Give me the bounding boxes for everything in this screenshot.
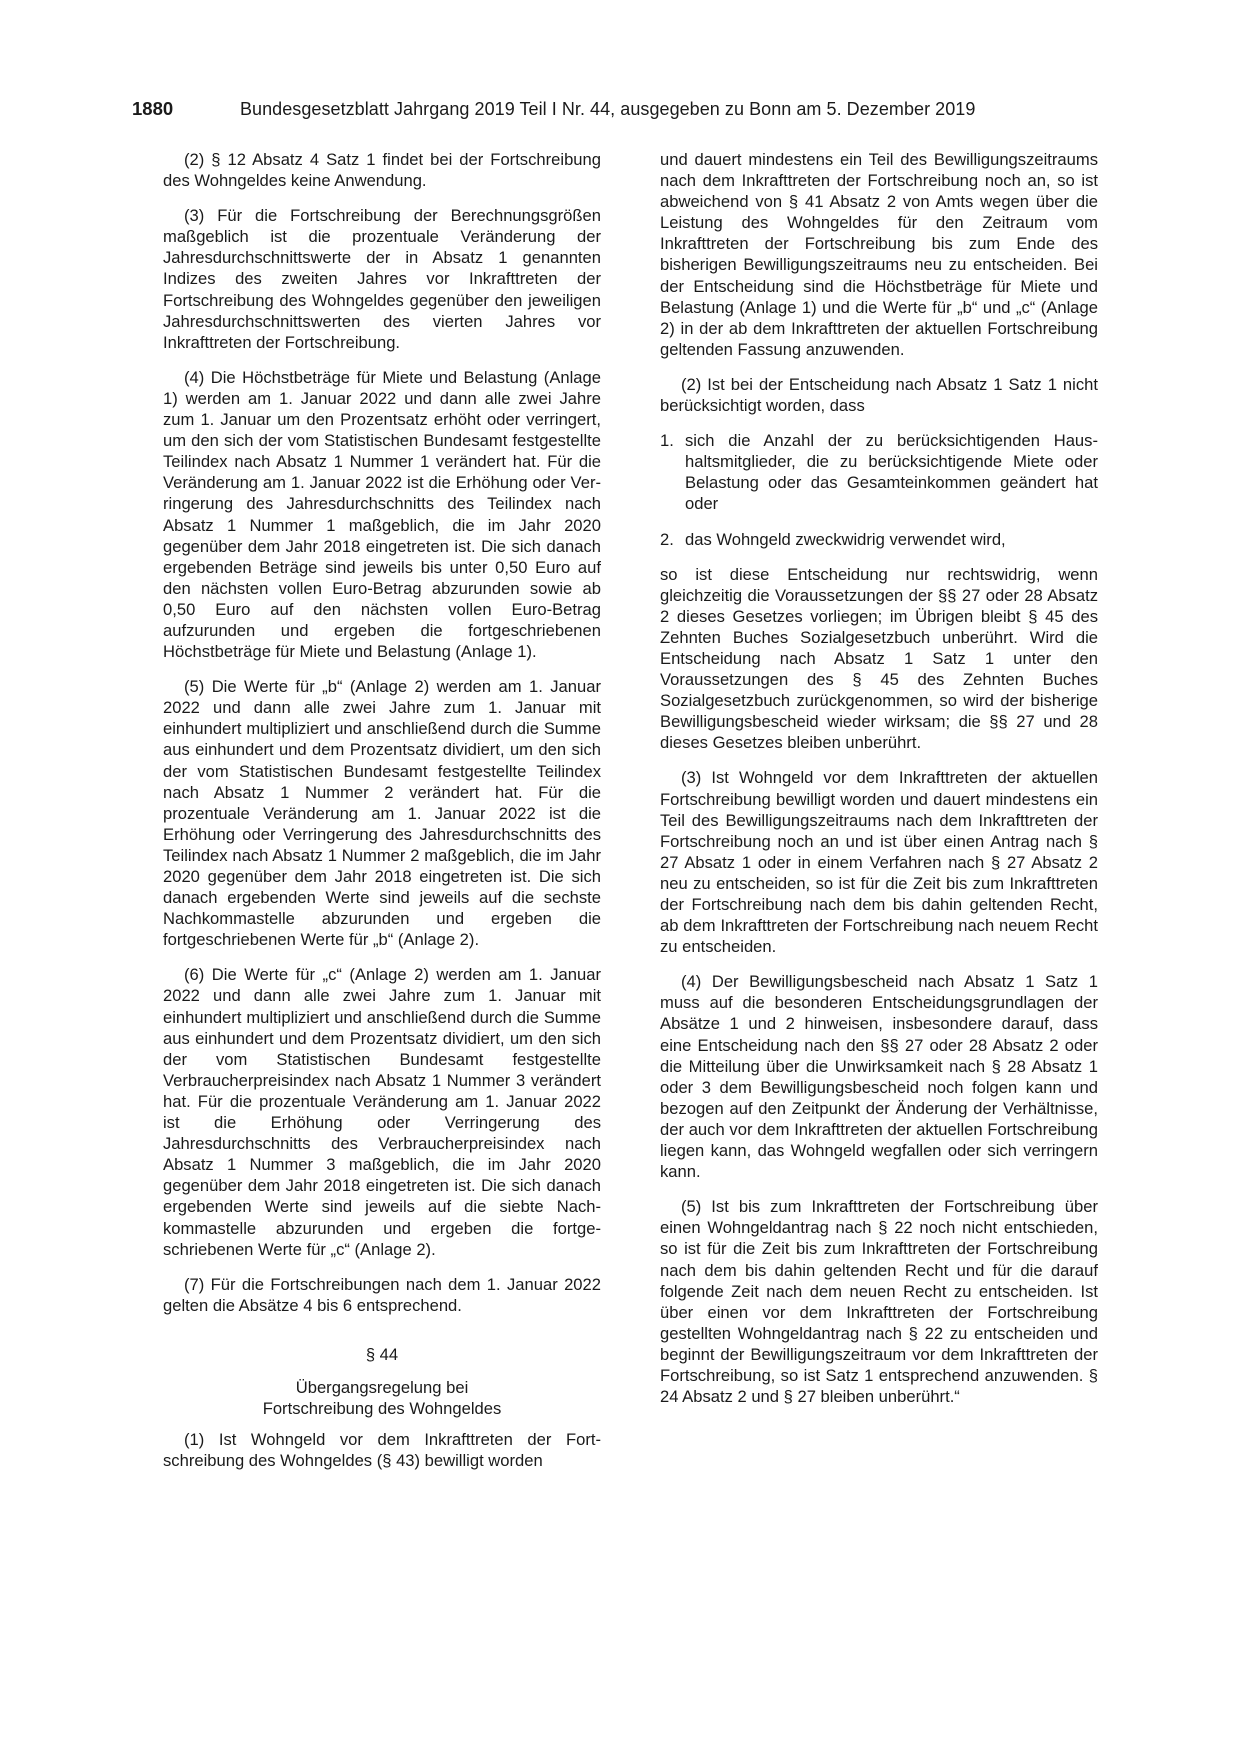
paragraph-43-2: (2) § 12 Absatz 4 Satz 1 findet bei der Fortschreibung des Wohngeldes keine Anwendung. [163, 150, 601, 191]
paragraph-44-2-continued: so ist diese Entscheidung nur rechtswidrig, wenn gleichzeitig die Voraussetzungen der §§ 27 oder 28 Absatz 2 dieses Gesetzes vorliegen; im Übrigen bleibt § 45 des Zehnten Buches Sozialgesetzbuch unberührt. Wird die Entscheidung nach Absatz 1 Satz 1 unter den Voraussetzungen des § 45 des Zehnten Buches Sozialgesetzbuch zurückgenommen, so wird der bisherige Bewilligungsbescheid wieder wirksam; die §§ 27 und 28 dieses Gesetzes bleiben unberührt. [660, 564, 1098, 753]
section-title [163, 1377, 601, 1419]
left-column [163, 149, 601, 1485]
page-header [132, 98, 1112, 128]
paragraph-43-7: (7) Für die Fortschreibungen nach dem 1. Januar 2022 gelten die Absätze 4 bis 6 entsprechend. [163, 1274, 601, 1315]
paragraph-44-1-continued: und dauert mindestens ein Teil des Bewilligungszeitraums nach dem Inkrafttreten der Fortschreibung noch an, so ist abweichend von § 41 Absatz 2 von Amts wegen über die Leistung des Wohngeldes für den Zeitraum vom Inkrafttreten der Fortschreibung bis zum Ende des bisherigen Bewilligungszeitraums neu zu entscheiden. Bei der Entscheidung sind die Höchstbeträge für Miete und Belastung (Anlage 1) und die Werte für „b“ und „c“ (Anlage 2) in der ab dem Inkrafttreten der aktuellen Fortschreibung geltenden Fassung anzuwenden. [660, 150, 1098, 359]
paragraph-44-5: (5) Ist bis zum Inkrafttreten der Fortschreibung über einen Wohngeldantrag nach § 22 noch nicht entschieden, so ist für die Zeit bis zum Inkrafttreten der Fortschreibung nach dem bis dahin geltenden Recht und für die darauf folgende Zeit nach dem neuen Recht zu entscheiden. Ist über einen vor dem Inkrafttreten der Fortschreibung gestellten Wohngeldantrag nach § 22 zu entscheiden und beginnt der Bewilligungszeitraum vor dem Inkrafttreten der Fortschreibung, so ist Satz 1 entsprechend anzuwenden. § 24 Absatz 2 und § 27 bleiben unberührt.“ [660, 1197, 1098, 1407]
section-title-line-1: Übergangsregelung bei [295, 1377, 469, 1397]
paragraph-44-3: (3) Ist Wohngeld vor dem Inkrafttreten der aktuellen Fortschreibung bewilligt worden und dauert mindestens ein Teil des Bewilligungszeitraums nach dem Inkrafttreten der Fortschreibung noch an und ist über einen Antrag nach § 27 Absatz 1 oder in einem Verfahren nach § 27 Absatz 2 neu zu entscheiden, so ist für die Zeit bis zum Inkrafttreten der Fortschreibung nach dem bis dahin geltenden Recht, ab dem Inkrafttreten der Fortschreibung nach neuem Recht zu entscheiden. [660, 768, 1098, 957]
paragraph-44-4: (4) Der Bewilligungsbescheid nach Absatz 1 Satz 1 muss auf die besonderen Entscheidungsgrundlagen der Absätze 1 und 2 hinweisen, insbesondere darauf, dass eine Entscheidung nach den §§ 27 oder 28 Absatz 2 oder die Mitteilung über die Unwirksamkeit nach § 28 Absatz 1 oder 3 dem Bewilligungsbescheid noch folgen kann und bezogen auf den Zeitpunkt der Änderung der Verhältnisse, der auch vor dem Inkrafttreten der aktuellen Fortschreibung liegen kann, das Wohngeld wegfallen oder sich verringern kann. [660, 972, 1098, 1182]
running-title: Bundesgesetzblatt Jahrgang 2019 Teil I Nr. 44, ausgegeben zu Bonn am 5. Dezember 2019 [240, 99, 976, 119]
section-title-line-2: Fortschreibung des Wohngeldes [262, 1399, 502, 1419]
list-item-text: das Wohngeld zweckwidrig verwendet wird, [685, 529, 1006, 549]
list-item-text: sich die Anzahl der zu berücksichtigenden Haushaltsmitglieder, die zu berücksichtigende Miete oder Belastung oder das Gesamteinkommen geändert hat oder [685, 431, 1098, 514]
paragraph-44-1-start: (1) Ist Wohngeld vor dem Inkrafttreten der Fortschreibung des Wohngeldes (§ 43) bewilligt worden [163, 1430, 601, 1471]
list-item [660, 529, 1098, 550]
section-number: § 44 [365, 1344, 399, 1364]
paragraph-43-6: (6) Die Werte für „c“ (Anlage 2) werden am 1. Januar 2022 und dann alle zwei Jahre zum 1. Januar mit einhundert multipliziert und anschließend durch die Summe aus einhundert und dem Prozentsatz dividiert, um den sich der vom Statistischen Bundesamt festgestellte Verbraucherpreisindex nach Absatz 1 Nummer 3 verändert hat. Für die prozentuale Veränderung am 1. Januar 2022 ist die Erhöhung oder Verringerung des Jahresdurchschnitts des Verbraucherpreisindex nach Absatz 1 Nummer 3 maßgeblich, die im Jahr 2020 gegenüber dem Jahr 2018 eingetreten ist. Die sich danach ergebenden Werte sind jeweils auf die siebte Nachkommastelle abzurunden und ergeben die fortgeschriebenen Werte für „c“ (Anlage 2). [163, 965, 601, 1259]
right-column [660, 149, 1098, 1421]
list-item-number: 2. [660, 529, 674, 549]
paragraph-43-4: (4) Die Höchstbeträge für Miete und Belastung (Anlage 1) werden am 1. Januar 2022 und dann alle zwei Jahre zum 1. Januar um den Prozentsatz erhöht oder verringert, um den sich der vom Statistischen Bundesamt festgestellte Teilindex nach Absatz 1 Nummer 1 verändert hat. Für die Veränderung am 1. Januar 2022 ist die Erhöhung oder Verringerung des Jahresdurchschnitts des Teilindex nach Absatz 1 Nummer 1 maßgeblich, die im Jahr 2020 gegenüber dem Jahr 2018 eingetreten ist. Die sich danach ergebenden Beträge sind jeweils bis unter 0,50 Euro auf den nächsten vollen Euro-Betrag abzurunden sowie ab 0,50 Euro auf den nächsten vollen Euro-Betrag aufzurunden und ergeben die fortgeschriebenen Höchstbeträge für Miete und Belastung (Anlage 1). [163, 367, 601, 662]
paragraph-44-2-intro: (2) Ist bei der Entscheidung nach Absatz 1 Satz 1 nicht berücksichtigt worden, dass [660, 374, 1098, 416]
paragraph-43-5: (5) Die Werte für „b“ (Anlage 2) werden am 1. Januar 2022 und dann alle zwei Jahre zum 1. Januar mit einhundert multipliziert und anschließend durch die Summe aus einhundert und dem Prozentsatz dividiert, um den sich der vom Statistischen Bundesamt festgestellte Teilindex nach Absatz 1 Nummer 2 verändert hat. Für die prozentuale Veränderung am 1. Januar 2022 ist die Erhöhung oder Verringerung des Jahresdurchschnitts des Teilindex nach Absatz 1 Nummer 2 maßgeblich, die im Jahr 2020 gegenüber dem Jahr 2018 eingetreten ist. Die sich danach ergebenden Werte sind jeweils auf die sechste Nachkommastelle abzurunden und ergeben die fortgeschriebenen Werte für „b“ (Anlage 2). [163, 677, 601, 950]
list-item [660, 430, 1098, 514]
page-number: 1880 [132, 98, 174, 119]
list-item-number: 1. [660, 431, 674, 451]
paragraph-43-3: (3) Für die Fortschreibung der Berechnungsgrößen maßgeblich ist die prozentuale Veränderung der Jahresdurchschnittswerte der in Absatz 1 genannten Indizes des zweiten Jahres vor Inkrafttreten der Fortschreibung des Wohngeldes gegenüber den jeweiligen Jahresdurchschnittswerten des vierten Jahres vor Inkrafttreten der Fortschreibung. [163, 206, 601, 352]
